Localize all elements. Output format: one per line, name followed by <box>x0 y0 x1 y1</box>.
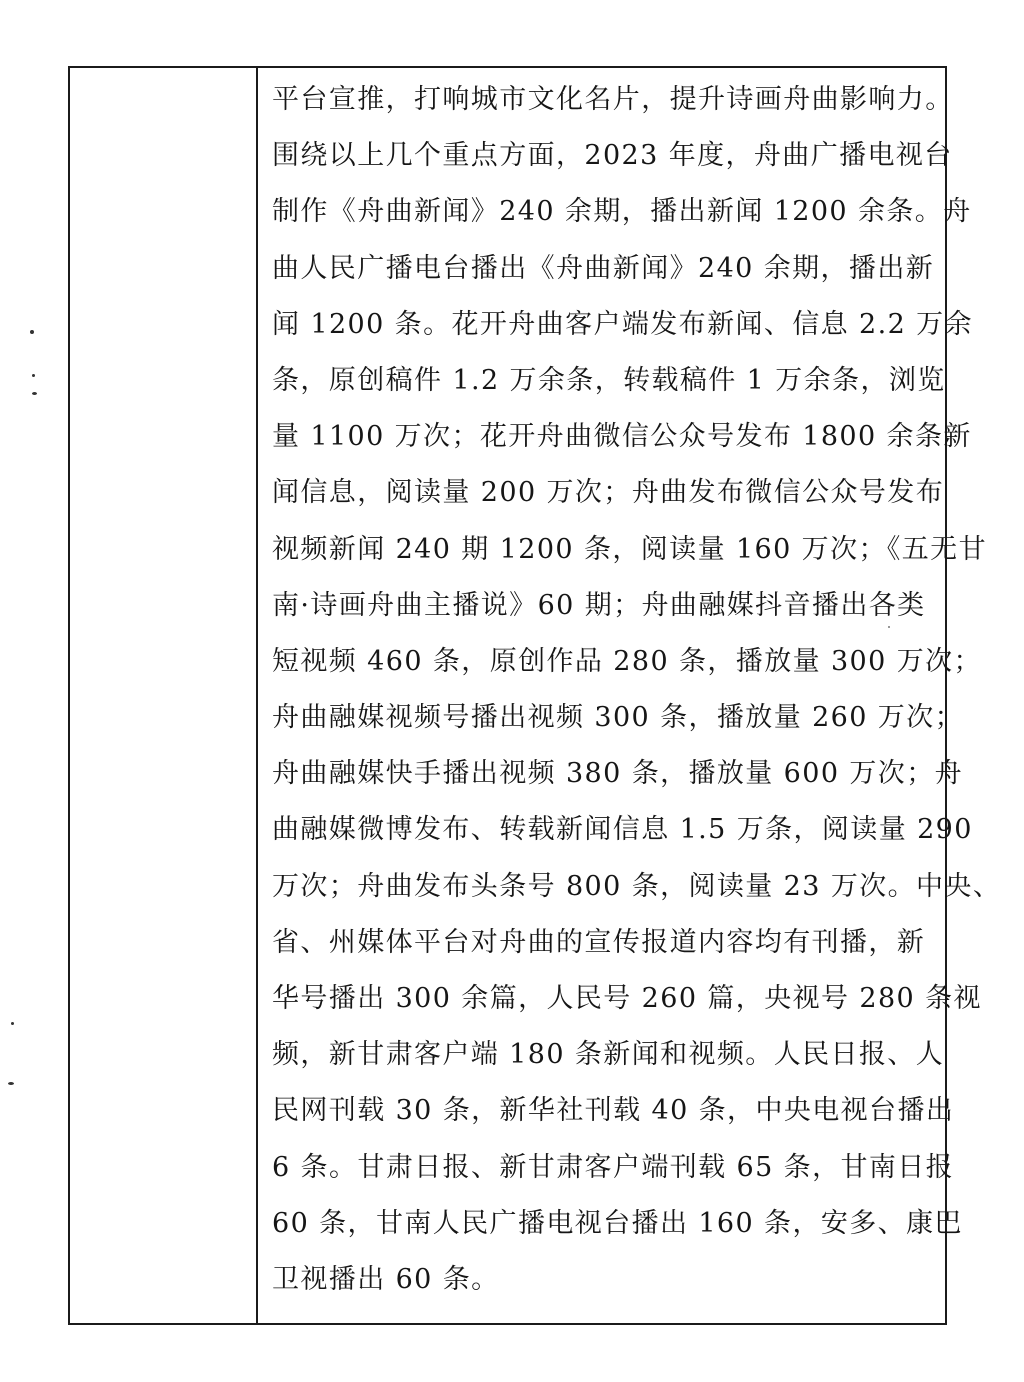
report-table <box>68 66 1002 1325</box>
text-line: 卫视播出 60 条。 <box>272 1263 500 1295</box>
table-label-cell <box>70 68 258 1323</box>
text-line: 南·诗画舟曲主播说》60 期；舟曲融媒抖音播出各类 <box>272 589 926 621</box>
text-line: 闻信息，阅读量 200 万次；舟曲发布微信公众号发布 <box>272 477 945 509</box>
text-line: 短视频 460 条，原创作品 280 条，播放量 300 万次； <box>272 645 982 677</box>
text-line: 制作《舟曲新闻》240 余期，播出新闻 1200 余条。舟 <box>272 196 972 228</box>
scan-speck <box>30 330 34 334</box>
text-line: 华号播出 300 余篇，人民号 260 篇，央视号 280 条视 <box>272 983 982 1014</box>
text-line: 舟曲融媒快手播出视频 380 条，播放量 600 万次；舟 <box>272 758 963 790</box>
text-line: 省、州媒体平台对舟曲的宣传报道内容均有刊播，新 <box>272 926 926 958</box>
text-line: 曲融媒微博发布、转载新闻信息 1.5 万条，阅读量 290 <box>272 814 973 846</box>
text-line: 民网刊载 30 条，新华社刊载 40 条，中央电视台播出 <box>272 1095 955 1127</box>
text-line: 围绕以上几个重点方面，2023 年度，舟曲广播电视台 <box>272 140 953 172</box>
text-line: 平台宣推，打响城市文化名片，提升诗画舟曲影响力。 <box>272 84 954 115</box>
text-line: 舟曲融媒视频号播出视频 300 条，播放量 260 万次； <box>272 702 963 734</box>
scan-speck <box>8 1082 14 1085</box>
text-line: 60 条，甘南人民广播电视台播出 160 条，安多、康巴 <box>272 1207 963 1239</box>
scan-speck <box>32 392 37 395</box>
text-line: 闻 1200 条。花开舟曲客户端发布新闻、信息 2.2 万余 <box>272 308 973 340</box>
content-paragraph <box>272 72 1002 1308</box>
text-line: 曲人民广播电台播出《舟曲新闻》240 余期，播出新 <box>272 252 935 284</box>
scan-speck <box>32 374 35 377</box>
scan-speck <box>11 1022 14 1025</box>
text-line: 条，原创稿件 1.2 万余条，转载稿件 1 万余条，浏览 <box>272 364 946 396</box>
text-line: 频，新甘肃客户端 180 条新闻和视频。人民日报、人 <box>272 1039 945 1071</box>
text-line: 视频新闻 240 期 1200 条，阅读量 160 万次；《五无甘 <box>272 533 987 565</box>
table-content-cell <box>258 68 1002 1323</box>
text-line: 量 1100 万次；花开舟曲微信公众号发布 1800 余条新 <box>272 421 972 453</box>
text-line: 6 条。甘肃日报、新甘肃客户端刊载 65 条，甘南日报 <box>272 1151 955 1183</box>
text-line: 万次；舟曲发布头条号 800 条，阅读量 23 万次。中央、 <box>272 870 1002 902</box>
